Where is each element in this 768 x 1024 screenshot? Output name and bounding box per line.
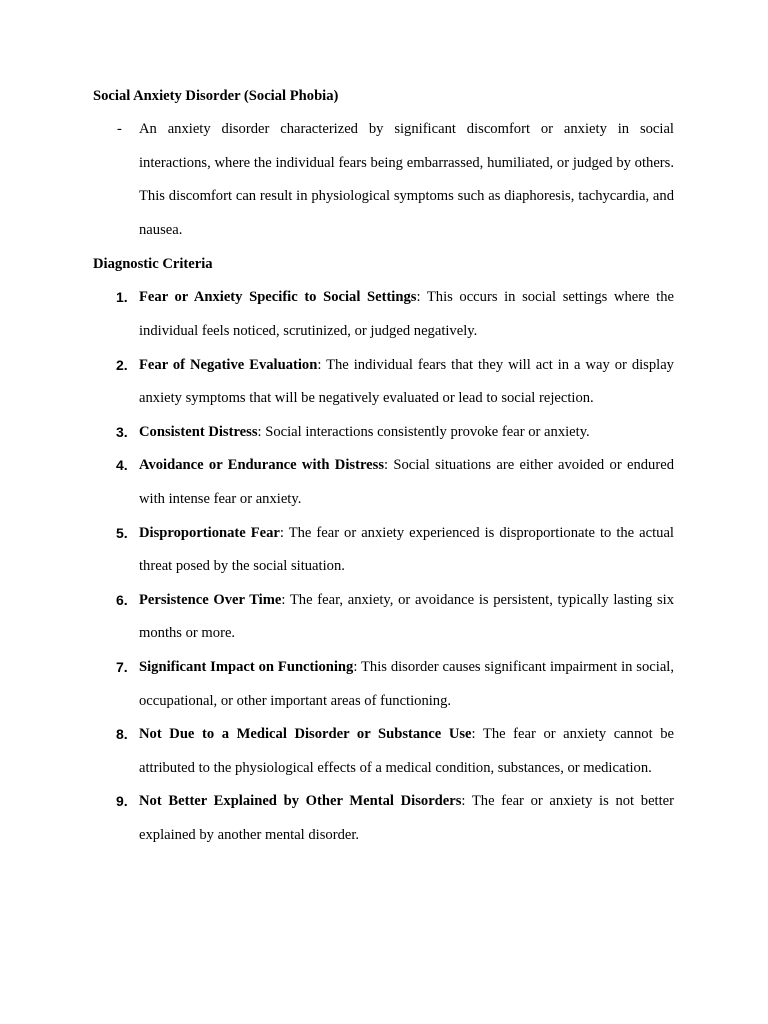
criterion-text xyxy=(139,281,674,348)
bullet-marker: - xyxy=(117,121,122,137)
criterion-term: Not Better Explained by Other Mental Disorders xyxy=(139,793,462,810)
criterion-text xyxy=(139,449,674,516)
criterion-number: 8. xyxy=(116,726,128,743)
criterion-number: 1. xyxy=(116,289,128,306)
criterion-number: 6. xyxy=(116,591,128,608)
criterion-term: Significant Impact on Functioning xyxy=(139,658,354,675)
definition-text: An anxiety disorder characterized by significant discomfort or anxiety in social interactions, where the individual fears being embarrassed, humiliated, or judged by others. This discomfort can result in physiological symptoms such as diaphoresis, tachycardia, and nausea. xyxy=(139,121,674,238)
criterion-description: : The fear or anxiety experienced is disproportionate to the actual threat posed by the social situation. xyxy=(139,524,674,575)
document-page xyxy=(93,79,674,852)
criterion-description: : The individual fears that they will act in a way or display anxiety symptoms that will be negatively evaluated or lead to social rejection. xyxy=(139,356,674,407)
criterion-text xyxy=(139,349,674,416)
criterion-term: Fear or Anxiety Specific to Social Settings xyxy=(139,289,417,306)
criterion-term: Persistence Over Time xyxy=(139,591,282,608)
criterion-item xyxy=(93,584,674,651)
definition-bullet xyxy=(93,113,674,247)
criterion-description: : Social interactions consistently provoke fear or anxiety. xyxy=(257,423,590,440)
criterion-description: : The fear or anxiety cannot be attributed to the physiological effects of a medical condition, substances, or medication. xyxy=(139,726,674,776)
criterion-number: 2. xyxy=(116,356,128,373)
document-title: Social Anxiety Disorder (Social Phobia) xyxy=(93,88,339,104)
criterion-item xyxy=(93,785,674,852)
criterion-text xyxy=(139,517,674,584)
criterion-description: : The fear, anxiety, or avoidance is persistent, typically lasting six months or more. xyxy=(139,591,674,642)
criterion-item xyxy=(93,449,674,516)
criterion-term: Not Due to a Medical Disorder or Substance Use xyxy=(139,726,472,743)
criterion-description: : This occurs in social settings where the individual feels noticed, scrutinized, or judged negatively. xyxy=(139,289,675,339)
criterion-item xyxy=(93,718,674,785)
criterion-item xyxy=(93,349,674,416)
criterion-item xyxy=(93,651,674,718)
criterion-description: : Social situations are either avoided or endured with intense fear or anxiety. xyxy=(139,457,674,507)
criterion-item xyxy=(93,517,674,584)
criterion-item xyxy=(93,281,674,348)
criterion-description: : The fear or anxiety is not better explained by another mental disorder. xyxy=(139,793,674,843)
criterion-description: : This disorder causes significant impairment in social, occupational, or other important areas of functioning. xyxy=(139,658,674,709)
criterion-term: Fear of Negative Evaluation xyxy=(139,356,318,373)
criterion-number: 3. xyxy=(116,423,128,440)
criteria-heading: Diagnostic Criteria xyxy=(93,256,213,273)
criterion-term: Avoidance or Endurance with Distress xyxy=(139,457,384,474)
criterion-term: Disproportionate Fear xyxy=(139,524,280,541)
criterion-number: 5. xyxy=(116,524,128,541)
criteria-list xyxy=(93,281,674,852)
criterion-number: 4. xyxy=(116,457,128,474)
criterion-term: Consistent Distress xyxy=(139,423,258,440)
criterion-text xyxy=(139,651,674,718)
criterion-text xyxy=(139,718,674,785)
criterion-number: 9. xyxy=(116,793,128,810)
criterion-text xyxy=(139,584,674,651)
criterion-item xyxy=(93,416,674,450)
criterion-text xyxy=(139,416,674,450)
criterion-text xyxy=(139,785,674,852)
criterion-number: 7. xyxy=(116,658,128,675)
